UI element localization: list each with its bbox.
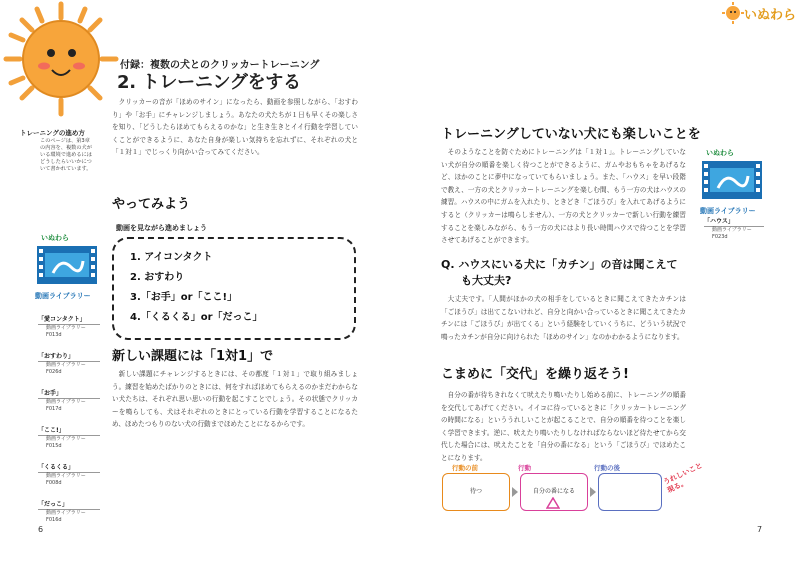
library-entry-title: 「お手」 (38, 388, 100, 399)
step-item: 2. おすわり (130, 272, 185, 283)
library-entry-title: 「愛コンタクト」 (38, 314, 100, 325)
library-entry-label: 動画ライブラリー (46, 325, 86, 331)
library-entry-label: 動画ライブラリー (712, 227, 752, 233)
library-entry-code: F026d (46, 369, 62, 375)
step-item: 4.「くるくる」or「だっこ」 (130, 312, 263, 323)
library-entry-code: F013d (46, 332, 62, 338)
video-library-logo (35, 233, 103, 315)
library-entry-code: F016d (46, 517, 62, 523)
flow-before-label: 行動の前 (452, 464, 478, 472)
library-entry[interactable] (38, 388, 100, 413)
library-entry-label: 動画ライブラリー (46, 473, 86, 479)
film-strip-icon (35, 243, 99, 287)
untrained-dogs-paragraph: そのようなことを防ぐためにトレーニングは「１対１」。トレーニングしていない犬が自分の順番を楽しく待つことができるように、ガムやおもちゃをあげるなど、ほかのことに夢中になっていてもらいましょう。また、「ハウス」を早い段階で教え、一方の犬とクリッカートレーニングを楽しむ間、もう一方の犬はハウスの練習。ハウスの中にガムを入れたり、ときどき「ごほうび」を入れてあげるようにすると（クリッカーは鳴らしません）、一方の犬とクリッカーで新しい行動を練習することを楽しみながら、もう一方の犬にはより長い時間ハウスで待つことを学習させてあげることができます。 (441, 148, 686, 245)
library-caption: 動画ライブラリー (700, 207, 756, 215)
qa-heading-line: も大丈夫? (461, 274, 512, 287)
steps-box (112, 237, 356, 340)
library-entry[interactable] (38, 499, 100, 524)
library-entry-label: 動画ライブラリー (46, 436, 86, 442)
flow-after-label: 行動の後 (594, 464, 620, 472)
brand-logo: いぬわら (744, 8, 797, 23)
toc-heading: トレーニングの進め方 (20, 129, 85, 137)
video-library-list (38, 314, 100, 536)
library-entry-title: 「ここ!」 (38, 425, 100, 436)
library-entry-label: 動画ライブラリー (46, 510, 86, 516)
library-entry[interactable] (704, 216, 764, 241)
flow-after-box (598, 473, 662, 511)
page-number-right: 7 (757, 525, 763, 534)
section-subheading: 動画を見ながら進めましょう (116, 224, 207, 232)
library-entry-code: F017d (46, 406, 62, 412)
section-heading-untrained-dogs: トレーニングしていない犬にも楽しいことを (441, 127, 701, 142)
library-entry[interactable] (38, 314, 100, 339)
section-heading-try-it: やってみよう (112, 197, 191, 212)
library-entry-title: 「ハウス」 (704, 216, 764, 227)
qa-heading (441, 257, 677, 289)
qa-heading-line: Q. ハウスにいる犬に「カチン」の音は聞こえて (441, 258, 678, 271)
library-entry-title: 「くるくる」 (38, 462, 100, 473)
arrow-right-icon (512, 487, 518, 497)
library-entry[interactable] (38, 425, 100, 450)
flow-action-label: 行動 (518, 464, 531, 472)
page-number-left: 6 (38, 525, 44, 534)
intro-paragraph: クリッカーの音が「ほめのサイン」になったら、動画を参照しながら、「おすわり」や「お手」にチャレンジしましょう。あなたの犬たちが１日も早くその楽しさを知り、「どうしたらほめてもらえるのかな」と生き生きとイイ行動を学習していくことができるように、あなた自身が楽しい気持ちを忘れずに、それぞれの犬と「１対１」でじっくり向かい合ってみてください。 (112, 98, 358, 157)
behavior-flow-diagram (442, 463, 704, 523)
flow-action-box: 自分の番になる (520, 473, 588, 511)
take-turns-paragraph: 自分の番が待ちきれなくて吠えたり鳴いたりし始める前に、トレーニングの順番を交代してあげてください。イイコに待っているときに「クリッカートレーニングの時間になる」といううれしいことが起こることで、自分の順番を待つことを楽しく学習できます。逆に、吠えたり鳴いたりしなければならないほど待たせてから交代した場合には、吠えたことを「自分の番になる」という「ごほうび」でほめたことになります。 (441, 391, 686, 462)
library-entry[interactable] (38, 351, 100, 376)
library-entry-code: F023d (712, 234, 728, 240)
section-heading-take-turns: こまめに「交代」を繰り返そう! (441, 367, 629, 382)
library-entry[interactable] (38, 462, 100, 487)
triangle-icon (546, 497, 560, 509)
arrow-right-icon (590, 487, 596, 497)
library-entry-code: F015d (46, 443, 62, 449)
toc-description: このページは、第3章の内容を、複数の犬がいる環境で進めるにはどうしたらいいかについて書かれています。 (40, 138, 92, 172)
step-item: 1. アイコンタクト (130, 252, 213, 263)
section-heading-one-on-one: 新しい課題には「1対1」で (112, 349, 274, 364)
step-item: 3.「お手」or「ここ!」 (130, 292, 238, 303)
page-title: 2. トレーニングをする (117, 72, 301, 93)
flow-before-box: 待つ (442, 473, 510, 511)
library-entry-code: F008d (46, 480, 62, 486)
library-brand: いぬわら (706, 149, 734, 157)
happy-event-stamp: うれしいこと現る。 (662, 461, 704, 495)
library-brand: いぬわら (41, 234, 69, 242)
library-entry-label: 動画ライブラリー (46, 399, 86, 405)
qa-answer-paragraph: 大丈夫です。「人間がほかの犬の相手をしているときに聞こえてきたカチンは「ごほうび」は出てこないけれど、自分と向かい合っているときに聞こえてきたカチンには「ごほうび」が出てくる」という経験をしていくうちに、どういう状況で鳴ったカチンが自分に向けられた「ほめのサイン」なのかわかるようになります。 (441, 295, 686, 341)
chapter-subtitle: 付録：複数の犬とのクリッカートレーニング (120, 60, 320, 71)
brand-sun-icon (722, 2, 744, 24)
library-caption: 動画ライブラリー (35, 292, 91, 300)
library-entry-label: 動画ライブラリー (46, 362, 86, 368)
film-strip-icon (700, 158, 764, 202)
library-entry-title: 「おすわり」 (38, 351, 100, 362)
one-on-one-paragraph: 新しい課題にチャレンジするときには、その都度「１対１」で取り組みましょう。練習を始めたばかりのときには、何をすればほめてもらえるのかまだわからない犬たちは、それぞれ思い思いの行動を起こすことでしょう。その状態でクリッカーを鳴らしても、犬はそれぞれのときにとっている行動を学習することになるため、ほめたつもりのない犬の行動までほめたことになるからです。 (112, 370, 358, 429)
sun-mascot-illustration (2, 0, 120, 118)
library-entry-title: 「だっこ」 (38, 499, 100, 510)
